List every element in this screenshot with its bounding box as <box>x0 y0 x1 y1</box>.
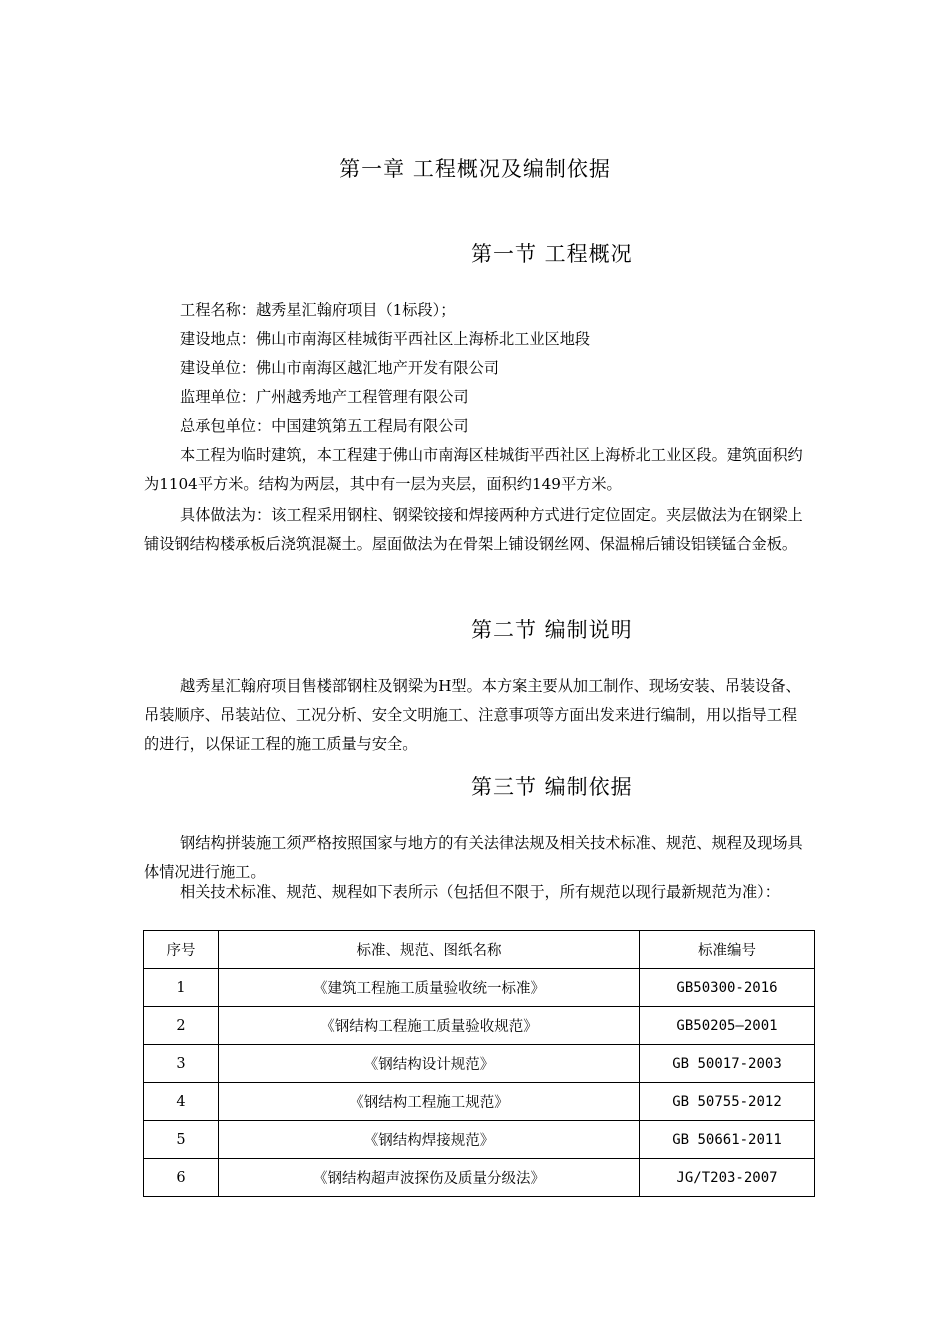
cell-code: GB 50661-2011 <box>640 1121 815 1159</box>
cell-no: 4 <box>144 1083 219 1121</box>
cell-name: 《钢结构焊接规范》 <box>219 1121 640 1159</box>
cell-code: GB 50755-2012 <box>640 1083 815 1121</box>
table-intro-paragraph: 相关技术标准、规范、规程如下表所示（包括但不限于，所有规范以现行最新规范为准）： <box>180 883 780 901</box>
method-paragraph: 具体做法为：该工程采用钢柱、钢梁铰接和焊接两种方式进行定位固定。夹层做法为在钢梁上铺设钢结构楼承板后浇筑混凝土。屋面做法为在骨架上铺设钢丝网、保温棉后铺设铝镁锰合金板。 <box>144 506 803 553</box>
table-header-row <box>144 931 815 969</box>
info-line-owner: 建设单位：佛山市南海区越汇地产开发有限公司 <box>180 359 499 377</box>
cell-code: JG/T203-2007 <box>640 1159 815 1197</box>
cell-no: 3 <box>144 1045 219 1083</box>
cell-name: 《钢结构工程施工质量验收规范》 <box>219 1007 640 1045</box>
cell-code: GB50205—2001 <box>640 1007 815 1045</box>
section1-title: 第一节 工程概况 <box>471 242 633 266</box>
table-row <box>144 969 815 1007</box>
overview-paragraph: 本工程为临时建筑，本工程建于佛山市南海区桂城街平西社区上海桥北工业区段。建筑面积约为1104平方米。结构为两层，其中有一层为夹层，面积约149平方米。 <box>144 446 803 493</box>
cell-no: 5 <box>144 1121 219 1159</box>
compilation-paragraph: 越秀星汇翰府项目售楼部钢柱及钢梁为H型。本方案主要从加工制作、现场安装、吊装设备、吊装顺序、吊装站位、工况分析、安全文明施工、注意事项等方面出发来进行编制，用以指导工程的进行，以保证工程的施工质量与安全。 <box>144 677 801 753</box>
cell-no: 6 <box>144 1159 219 1197</box>
table-row <box>144 1159 815 1197</box>
info-line-contractor: 总承包单位：中国建筑第五工程局有限公司 <box>180 417 469 435</box>
cell-code: GB 50017-2003 <box>640 1045 815 1083</box>
header-name: 标准、规范、图纸名称 <box>219 931 640 969</box>
info-line-project-name: 工程名称：越秀星汇翰府项目（1标段）； <box>180 301 456 319</box>
table-row <box>144 1007 815 1045</box>
cell-name: 《钢结构工程施工规范》 <box>219 1083 640 1121</box>
chapter-title: 第一章 工程概况及编制依据 <box>339 157 611 181</box>
table-row <box>144 1121 815 1159</box>
cell-name: 《钢结构设计规范》 <box>219 1045 640 1083</box>
cell-no: 2 <box>144 1007 219 1045</box>
table-row <box>144 1083 815 1121</box>
section3-title: 第三节 编制依据 <box>471 775 633 799</box>
info-line-supervisor: 监理单位：广州越秀地产工程管理有限公司 <box>180 388 469 406</box>
standards-table <box>143 930 815 1197</box>
header-code: 标准编号 <box>640 931 815 969</box>
cell-no: 1 <box>144 969 219 1007</box>
cell-code: GB50300-2016 <box>640 969 815 1007</box>
table-row <box>144 1045 815 1083</box>
info-line-location: 建设地点：佛山市南海区桂城街平西社区上海桥北工业区地段 <box>180 330 591 348</box>
cell-name: 《钢结构超声波探伤及质量分级法》 <box>219 1159 640 1197</box>
header-no: 序号 <box>144 931 219 969</box>
basis-paragraph: 钢结构拼装施工须严格按照国家与地方的有关法律法规及相关技术标准、规范、规程及现场具体情况进行施工。 <box>144 834 803 881</box>
section2-title: 第二节 编制说明 <box>471 618 633 642</box>
cell-name: 《建筑工程施工质量验收统一标准》 <box>219 969 640 1007</box>
